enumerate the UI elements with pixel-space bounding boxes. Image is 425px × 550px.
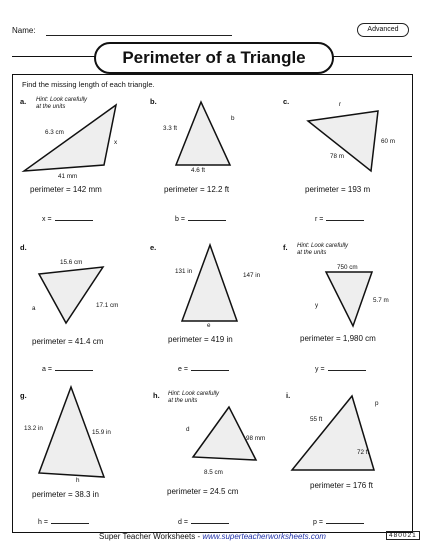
answer-blank[interactable]: e = — [178, 363, 229, 373]
difficulty-badge: Advanced — [357, 23, 409, 37]
problem-letter: g. — [20, 391, 27, 400]
side-label: 4.6 ft — [191, 167, 206, 174]
answer-blank[interactable]: r = — [315, 213, 364, 223]
side-label: 78 m — [330, 153, 344, 160]
triangle-i — [292, 396, 374, 470]
side-label: 15.9 in — [92, 429, 111, 436]
hint-text: Hint: Look carefully at the units — [297, 243, 349, 256]
side-label: p — [375, 400, 379, 407]
side-label: r — [339, 101, 342, 108]
perimeter-text: perimeter = 1,980 cm — [300, 334, 376, 343]
side-label: 6.3 cm — [45, 129, 64, 136]
triangle-d — [39, 267, 103, 323]
problem-letter: e. — [150, 243, 157, 252]
perimeter-text: perimeter = 12.2 ft — [164, 185, 230, 194]
perimeter-text: perimeter = 193 m — [305, 185, 371, 194]
problem-letter: b. — [150, 97, 157, 106]
triangle-c — [308, 111, 378, 171]
triangle-f — [326, 272, 372, 326]
side-label: 8.5 cm — [204, 469, 223, 476]
triangle-a — [24, 105, 116, 171]
side-label: e — [207, 322, 211, 329]
side-label: h — [76, 477, 80, 484]
answer-blank[interactable]: y = — [315, 363, 366, 373]
instructions: Find the missing length of each triangle. — [22, 80, 155, 89]
answer-blank[interactable]: d = — [178, 516, 229, 526]
side-label: 98 mm — [246, 435, 266, 442]
problem-letter: d. — [20, 243, 27, 252]
perimeter-text: perimeter = 419 in — [168, 335, 233, 344]
name-label: Name: — [12, 26, 36, 35]
triangle-h — [193, 407, 256, 460]
side-label: 5.7 m — [373, 297, 389, 304]
perimeter-text: perimeter = 24.5 cm — [167, 487, 239, 496]
side-label: 41 mm — [58, 173, 78, 180]
triangle-b — [176, 102, 230, 165]
answer-blank[interactable]: p = — [313, 516, 364, 526]
page-title: Perimeter of a Triangle — [94, 42, 334, 74]
hint-text: Hint: Look carefully at the units — [36, 97, 88, 110]
worksheet-code: 480021 — [386, 531, 420, 540]
triangle-e — [182, 245, 237, 321]
side-label: 17.1 cm — [96, 302, 119, 309]
side-label: 750 cm — [337, 264, 358, 271]
side-label: 13.2 in — [24, 425, 43, 432]
problem-letter: h. — [153, 391, 160, 400]
side-label: d — [186, 426, 190, 433]
footer — [0, 532, 425, 541]
side-label: 3.3 ft — [163, 125, 178, 132]
answer-blank[interactable]: a = — [42, 363, 93, 373]
problem-letter: i. — [286, 391, 291, 400]
side-label: 72 ft — [357, 449, 370, 456]
footer-link[interactable]: www.superteacherworksheets.com — [202, 532, 326, 541]
perimeter-text: perimeter = 38.3 in — [32, 490, 99, 499]
side-label: 131 in — [175, 268, 193, 275]
problem-letter: f. — [283, 243, 288, 252]
answer-blank[interactable]: x = — [42, 213, 93, 223]
problem-letter: c. — [283, 97, 290, 106]
side-label: 147 in — [243, 272, 261, 279]
footer-credit: Super Teacher Worksheets - — [99, 532, 203, 541]
side-label: 60 m — [381, 138, 395, 145]
side-label: 15.6 cm — [60, 259, 83, 266]
hint-text: Hint: Look carefully at the units — [168, 391, 220, 404]
answer-blank[interactable]: h = — [38, 516, 89, 526]
problem-letter: a. — [20, 97, 27, 106]
side-label: y — [315, 302, 319, 309]
answer-blank[interactable]: b = — [175, 213, 226, 223]
side-label: b — [231, 115, 235, 122]
side-label: 55 ft — [310, 416, 323, 423]
side-label: x — [114, 139, 118, 146]
perimeter-text: perimeter = 176 ft — [310, 481, 373, 490]
side-label: a — [32, 305, 36, 312]
perimeter-text: perimeter = 41.4 cm — [32, 337, 104, 346]
perimeter-text: perimeter = 142 mm — [30, 185, 102, 194]
